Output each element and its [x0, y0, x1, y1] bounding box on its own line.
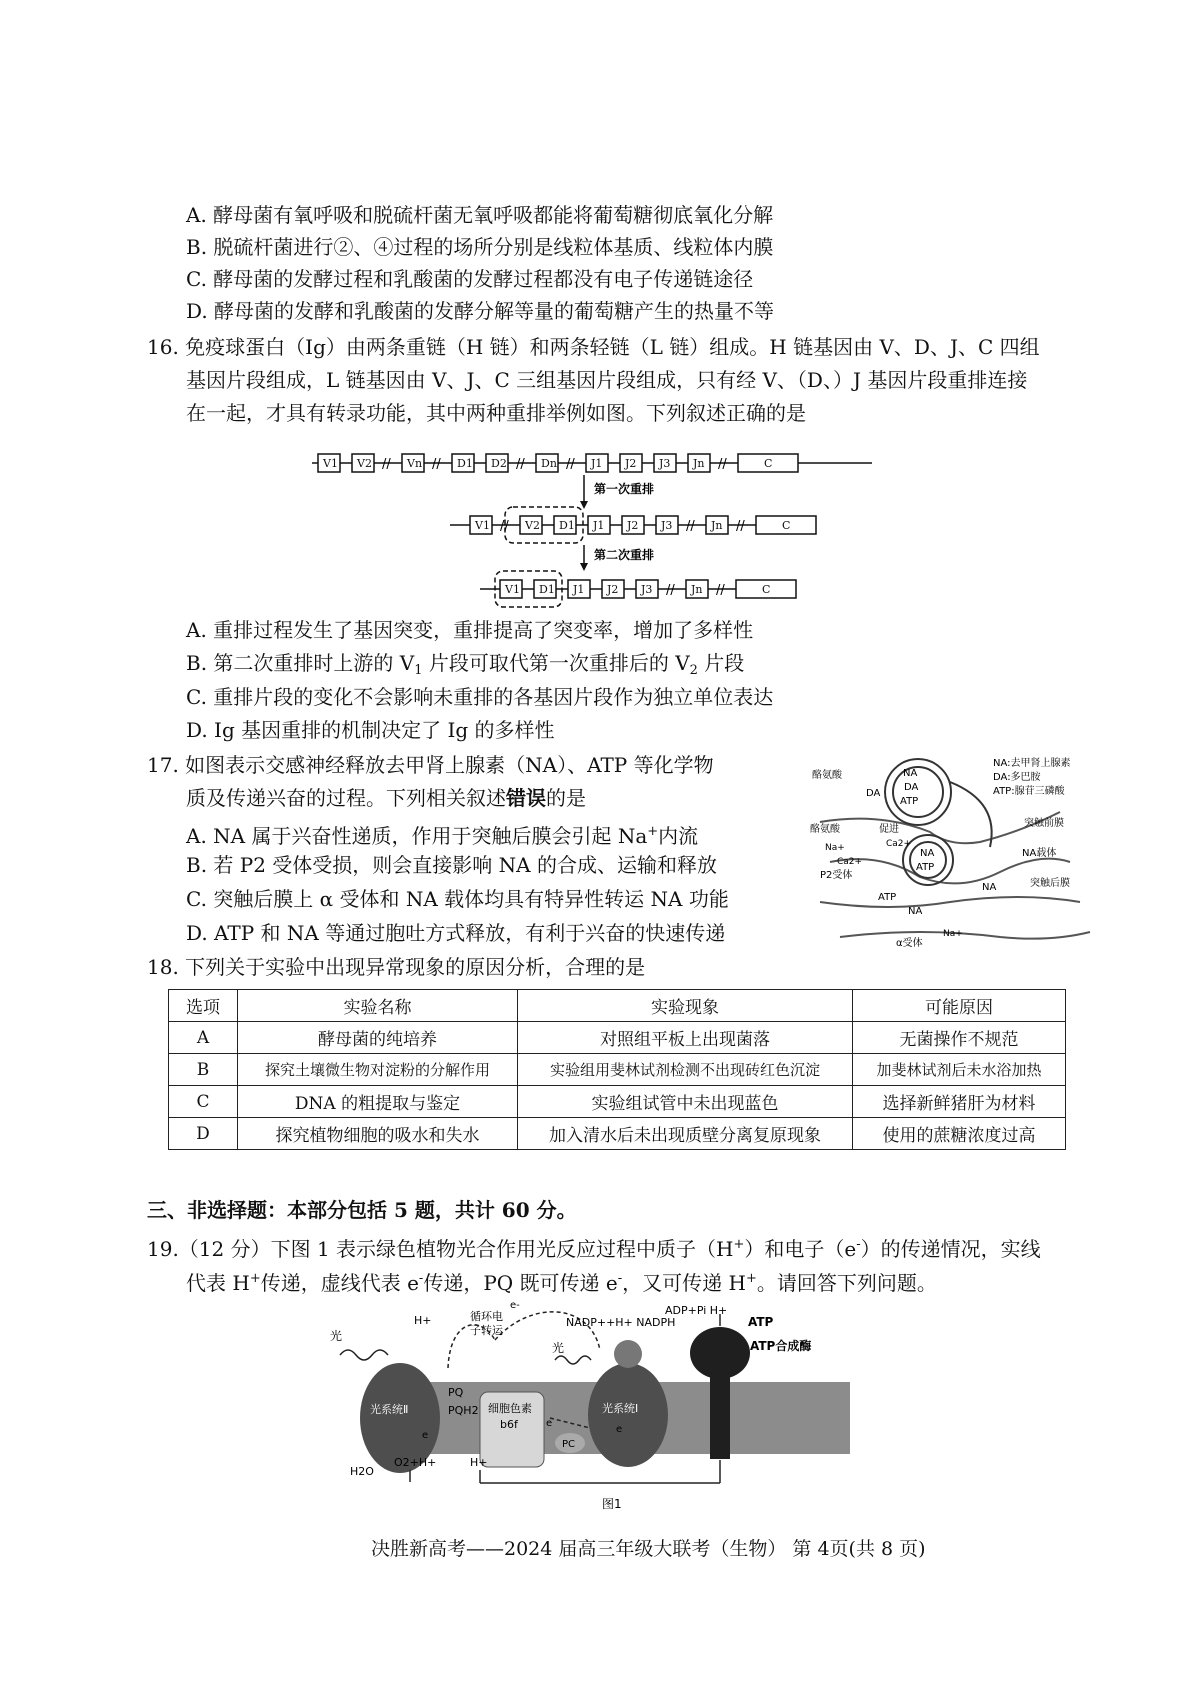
- q17-stem-line2: 质及传递兴奋的过程。下列相关叙述错误的是: [186, 786, 586, 810]
- light-label-1: 光: [330, 1329, 343, 1343]
- p2-receptor-label: P2受体: [820, 870, 853, 881]
- gene-segment-label: J1: [573, 583, 585, 596]
- table-cell: B: [169, 1054, 238, 1086]
- chromosome-break-mark: //: [566, 457, 575, 472]
- table-cell: 实验组用斐林试剂检测不出现砖红色沉淀: [518, 1054, 853, 1086]
- q16-option-d: D. Ig 基因重排的机制决定了 Ig 的多样性: [186, 718, 555, 742]
- gene-segment-label: J1: [593, 519, 605, 532]
- gene-segment-label: C: [782, 519, 791, 532]
- vesicle-da-label: DA: [904, 782, 919, 793]
- table-cell: 选择新鲜猪肝为材料: [853, 1086, 1066, 1118]
- gene-segment-label: Jn: [693, 457, 705, 470]
- adp-label: ADP+Pi H+: [665, 1304, 728, 1317]
- chromosome-break-mark: //: [516, 457, 525, 472]
- vesicle-na-label: NA: [903, 768, 918, 779]
- table-header: 可能原因: [853, 990, 1066, 1022]
- q15-option-a: A. 酵母菌有氧呼吸和脱硫杆菌无氧呼吸都能将葡萄糖彻底氧化分解: [186, 203, 774, 227]
- gene-segment-label: Vn: [407, 457, 423, 470]
- q19-stem-line2: 代表 H+传递，虚线代表 e-传递，PQ 既可传递 e-，又可传递 H+。请回答下列问题。: [186, 1271, 937, 1295]
- light-wave-icon: [555, 1356, 591, 1364]
- gene-segment-label: C: [762, 583, 771, 596]
- chromosome-break-mark: //: [736, 519, 745, 534]
- gene-segment-label: J3: [641, 583, 653, 596]
- arrow2-label: 第二次重排: [594, 548, 655, 562]
- q17-option-c: C. 突触后膜上 α 受体和 NA 载体均具有特异性转运 NA 功能: [186, 887, 729, 911]
- table-cell: 对照组平板上出现菌落: [518, 1022, 853, 1054]
- q18-table: [168, 989, 1066, 1150]
- table-cell: C: [169, 1086, 238, 1118]
- synapse-figure: [800, 752, 1100, 952]
- gene-segment-label: V1: [475, 519, 490, 532]
- q15-option-b: B. 脱硫杆菌进行②、④过程的场所分别是线粒体基质、线粒体内膜: [186, 235, 774, 259]
- tyrosine-label-2: 酪氨酸: [810, 824, 840, 835]
- gene-segment-label: Jn: [691, 583, 703, 596]
- na-ion-label-2: Na+: [943, 929, 963, 939]
- gene-segment-label: V2: [525, 519, 540, 532]
- gene-segment-label: J3: [659, 457, 671, 470]
- atp-label: ATP: [748, 1315, 774, 1329]
- vesicle2-atp-label: ATP: [916, 862, 935, 873]
- gene-segment-label: J2: [607, 583, 619, 596]
- table-cell: D: [169, 1118, 238, 1150]
- gene-segment-label: Dn: [541, 457, 557, 470]
- gene-segment-label: D2: [491, 457, 507, 470]
- atp-synthase-head: [690, 1327, 750, 1379]
- table-cell: 探究土壤微生物对淀粉的分解作用: [238, 1054, 518, 1086]
- pq-label: PQ: [448, 1386, 464, 1399]
- alpha-receptor-label: α受体: [896, 938, 923, 949]
- na-ion-label: Na+: [825, 843, 845, 853]
- gene-segment-label: Jn: [711, 519, 723, 532]
- table-header: 实验现象: [518, 990, 853, 1022]
- atp-synthase-label: ATP合成酶: [750, 1339, 812, 1353]
- e-label-1: e: [422, 1430, 429, 1441]
- table-cell: 酵母菌的纯培养: [238, 1022, 518, 1054]
- ca-label-1: Ca2+: [886, 839, 912, 849]
- pqh2-label: PQH2: [448, 1404, 479, 1417]
- table-header-row: [169, 990, 1066, 1022]
- tyrosine-label-1: 酪氨酸: [812, 770, 842, 781]
- light-label-2: 光: [552, 1341, 565, 1355]
- chromosome-break-mark: //: [666, 583, 675, 598]
- gene-segment-label: J1: [591, 457, 603, 470]
- table-cell: 探究植物细胞的吸水和失水: [238, 1118, 518, 1150]
- figure-caption: 图1: [602, 1497, 622, 1511]
- atp-out-label: ATP: [878, 892, 897, 903]
- q17-option-a: A. NA 属于兴奋性递质，作用于突触后膜会引起 Na+内流: [186, 824, 699, 848]
- q15-option-d: D. 酵母菌的发酵和乳酸菌的发酵分解等量的葡萄糖产生的热量不等: [186, 299, 775, 323]
- q16-stem-line1: 16. 免疫球蛋白（Ig）由两条重链（H 链）和两条轻链（L 链）组成。H 链基因由 V、D、J、C 四组: [147, 335, 1040, 359]
- ca-label-2: Ca2+: [837, 857, 863, 867]
- table-cell: 加入清水后未出现质壁分离复原现象: [518, 1118, 853, 1150]
- hplus-bottom-label: H+: [470, 1456, 488, 1469]
- o2-label: O2+H+: [394, 1456, 437, 1469]
- ps2-label: 光系统Ⅱ: [370, 1403, 409, 1416]
- table-row: [169, 1086, 1066, 1118]
- chromosome-break-mark: //: [718, 457, 727, 472]
- gene-segment-label: D1: [457, 457, 473, 470]
- e-label-2: e: [546, 1418, 553, 1429]
- chromosome-break-mark: //: [686, 519, 695, 534]
- postsynaptic-label: 突触后膜: [1030, 878, 1070, 889]
- gene-segment-label: V1: [505, 583, 520, 596]
- cyclic-label-2: 子转运: [470, 1324, 503, 1337]
- gene-segment-label: D1: [559, 519, 575, 532]
- q18-stem: 18. 下列关于实验中出现异常现象的原因分析，合理的是: [147, 955, 646, 979]
- q16-option-a: A. 重排过程发生了基因突变，重排提高了突变率，增加了多样性: [186, 618, 754, 642]
- chromosome-break-mark: //: [716, 583, 725, 598]
- light-wave-icon: [340, 1350, 388, 1360]
- table-cell: 无菌操作不规范: [853, 1022, 1066, 1054]
- table-cell: 加斐林试剂后未水浴加热: [853, 1054, 1066, 1086]
- cytochrome-label-1: 细胞色素: [488, 1402, 532, 1415]
- legend-na: NA:去甲肾上腺素: [993, 758, 1071, 769]
- cytochrome-label-2: b6f: [500, 1418, 518, 1431]
- table-cell: 实验组试管中未出现蓝色: [518, 1086, 853, 1118]
- q16-option-b: B. 第二次重排时上游的 $V_1$ 片段可取代第一次重排后的 $V_2$ 片段: [186, 651, 745, 678]
- photosystem-1-shape: [588, 1363, 668, 1467]
- na-out-label-1: NA: [982, 882, 997, 893]
- na-out-label-2: NA: [908, 906, 923, 917]
- gene-segment-label: V2: [357, 457, 372, 470]
- chromosome-break-mark: //: [382, 457, 391, 472]
- legend-da: DA:多巴胺: [993, 772, 1041, 783]
- legend-atp: ATP:腺苷三磷酸: [993, 786, 1065, 797]
- table-row: [169, 1118, 1066, 1150]
- table-cell: 使用的蔗糖浓度过高: [853, 1118, 1066, 1150]
- carrier-label: NA载体: [1022, 848, 1057, 859]
- gene-segment-label: J2: [625, 457, 637, 470]
- table-cell: A: [169, 1022, 238, 1054]
- arrow1-label: 第一次重排: [594, 482, 655, 496]
- table-row: [169, 1022, 1066, 1054]
- section-title: 三、非选择题：本部分包括 5 题，共计 60 分。: [147, 1198, 577, 1222]
- gene-segment-label: D1: [539, 583, 555, 596]
- q15-option-c: C. 酵母菌的发酵过程和乳酸菌的发酵过程都没有电子传递链途径: [186, 267, 754, 291]
- vesicle-atp-label: ATP: [900, 796, 919, 807]
- gene-segment-label: J2: [627, 519, 639, 532]
- gene-rearrangement-figure: [300, 443, 900, 608]
- e-top-label: e-: [510, 1300, 520, 1311]
- q17-stem-line1: 17. 如图表示交感神经释放去甲肾上腺素（NA）、ATP 等化学物: [147, 753, 714, 777]
- gene-segment-label: V1: [323, 457, 338, 470]
- table-header: 实验名称: [238, 990, 518, 1022]
- hplus-top-label: H+: [414, 1314, 432, 1327]
- chromosome-break-mark: //: [432, 457, 441, 472]
- da-label: DA: [866, 788, 881, 799]
- nadp-label: NADP++H+ NADPH: [566, 1316, 676, 1329]
- table-header: 选项: [169, 990, 238, 1022]
- q16-stem-line2: 基因片段组成，L 链基因由 V、J、C 三组基因片段组成，只有经 V、（D、）J 基因片段重排连接: [186, 368, 1028, 392]
- q17-option-d: D. ATP 和 NA 等通过胞吐方式释放，有利于兴奋的快速传递: [186, 921, 726, 945]
- q16-option-c: C. 重排片段的变化不会影响未重排的各基因片段作为独立单位表达: [186, 685, 774, 709]
- q17-option-b: B. 若 P2 受体受损，则会直接影响 NA 的合成、运输和释放: [186, 853, 717, 877]
- table-row: [169, 1054, 1066, 1086]
- e-label-3: e: [616, 1424, 623, 1435]
- table-cell: DNA 的粗提取与鉴定: [238, 1086, 518, 1118]
- gene-segment-label: C: [764, 457, 773, 470]
- pc-label: PC: [562, 1439, 576, 1450]
- vesicle2-na-label: NA: [920, 848, 935, 859]
- cyclic-label-1: 循环电: [470, 1310, 503, 1323]
- q16-stem-line3: 在一起，才具有转录功能，其中两种重排举例如图。下列叙述正确的是: [186, 401, 806, 425]
- light-reaction-figure: [330, 1300, 890, 1515]
- chromosome-break-mark: //: [500, 519, 509, 534]
- gene-segment-label: J3: [661, 519, 673, 532]
- ps1-label: 光系统Ⅰ: [602, 1402, 639, 1415]
- page-footer: 决胜新高考——2024 届高三年级大联考（生物） 第 4页(共 8 页): [371, 1538, 926, 1560]
- h2o-label: H2O: [350, 1465, 374, 1478]
- q19-stem-line1: 19.（12 分）下图 1 表示绿色植物光合作用光反应过程中质子（H+）和电子（e-）的传递情况，实线: [147, 1237, 1041, 1261]
- presynaptic-label: 突触前膜: [1024, 818, 1064, 829]
- promote-label: 促进: [879, 824, 899, 835]
